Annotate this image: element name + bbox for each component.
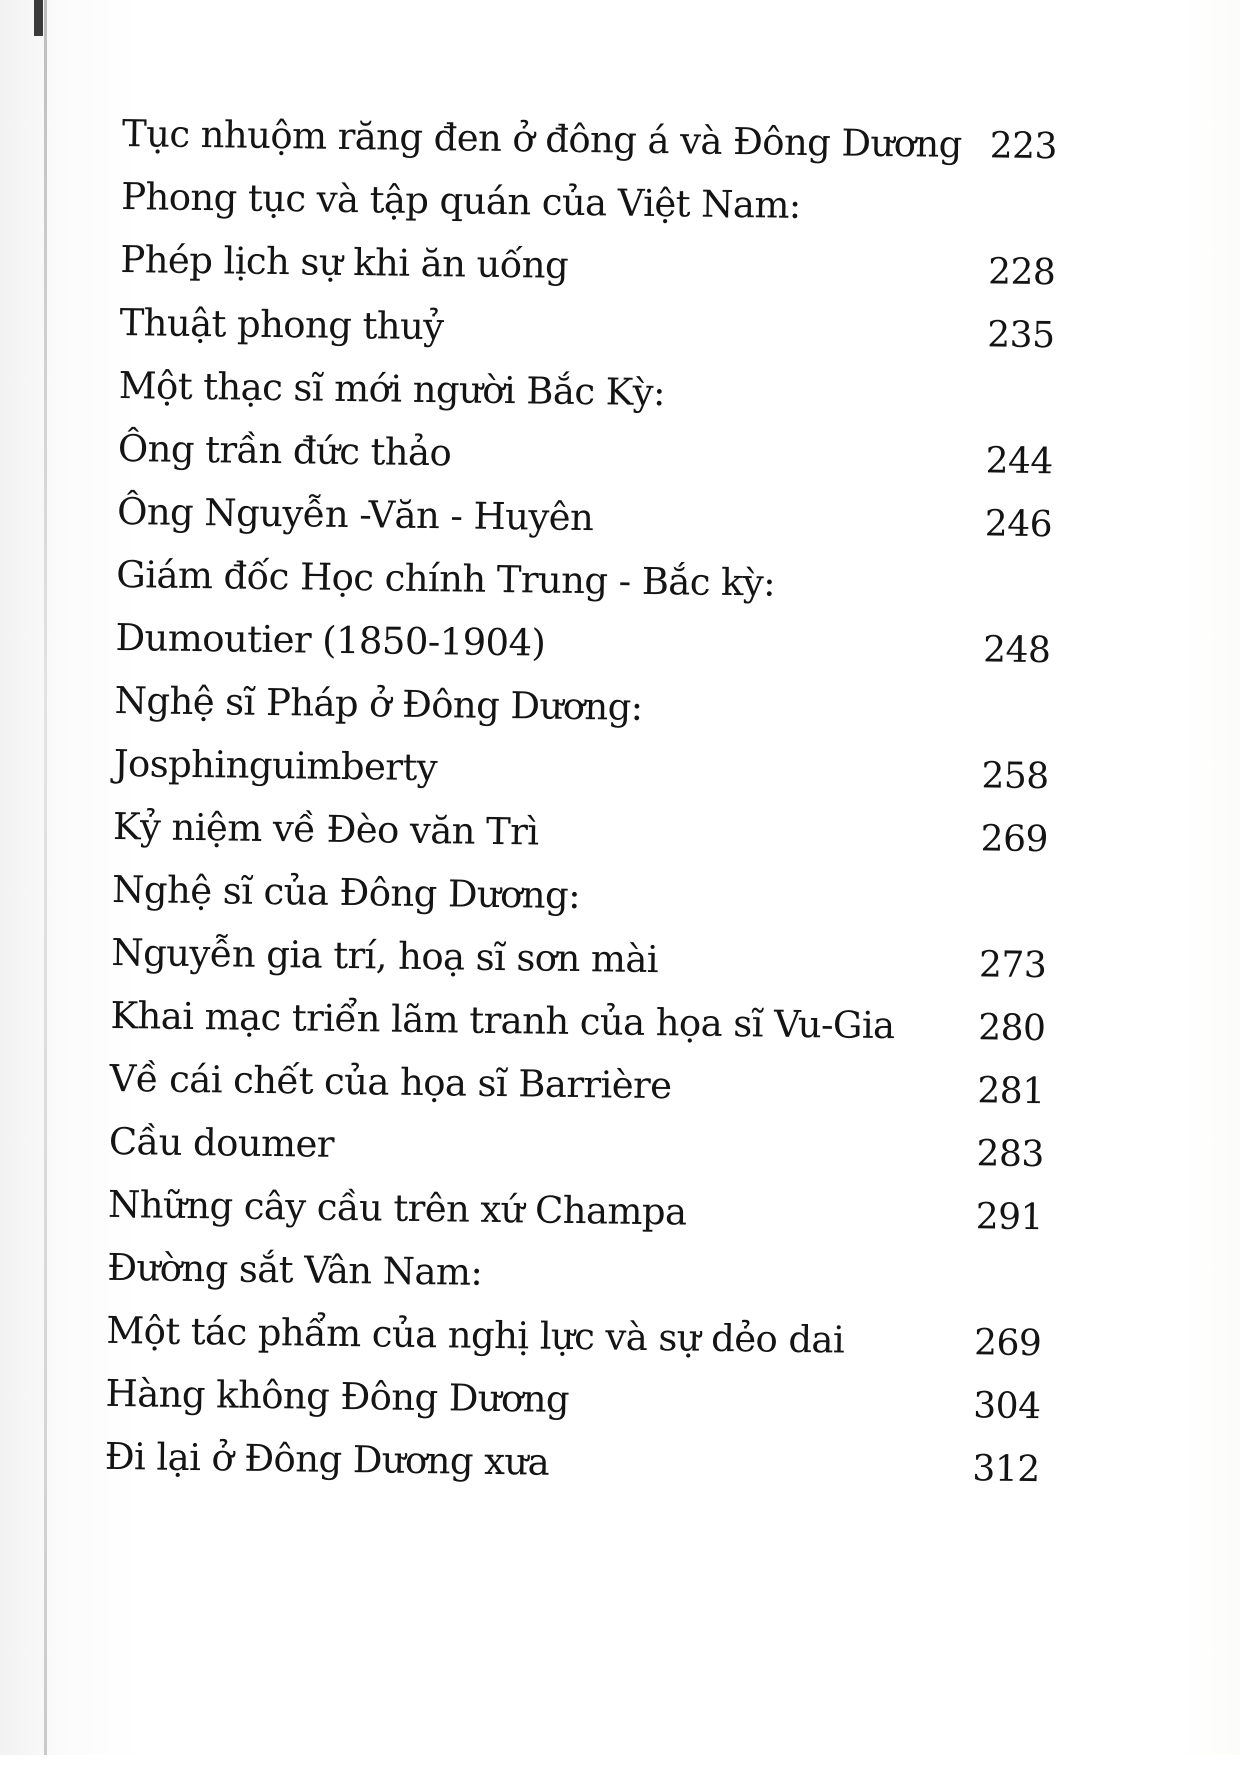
toc-entry-page: 223 (989, 125, 1058, 168)
toc-section-heading: Đường sắt Vân Nam: (106, 1245, 483, 1294)
toc-entry (113, 805, 1049, 873)
toc-entry-title: Một tác phẩm của nghị lực và sự dẻo dai (106, 1308, 845, 1362)
toc-entry-page: 281 (977, 1070, 1045, 1113)
toc-entry-title: Thuật phong thuỷ (119, 301, 444, 349)
toc-entry-page: 304 (973, 1385, 1041, 1428)
toc-entry (116, 553, 1052, 621)
toc-entry (119, 301, 1055, 369)
toc-entry (109, 1057, 1045, 1125)
toc-entry (107, 1246, 1043, 1314)
toc-entry-page: 248 (982, 629, 1051, 672)
toc-entry (110, 994, 1046, 1062)
toc-entry-page: 291 (975, 1196, 1044, 1239)
toc-entry-page: 280 (977, 1007, 1046, 1050)
toc-section-heading: Một thạc sĩ mới người Bắc Kỳ: (118, 364, 666, 415)
toc-entry (106, 1309, 1042, 1377)
toc-entry-title: Ông trần đức thảo (117, 427, 452, 475)
toc-entry-page: 235 (987, 314, 1055, 357)
toc-entry-title: Nguyễn gia trí, hoạ sĩ sơn mài (111, 930, 659, 982)
toc-entry-title: Josphinguimberty (113, 741, 438, 790)
toc-entry-page: 269 (973, 1322, 1042, 1365)
toc-entry (115, 616, 1051, 684)
toc-entry (111, 931, 1047, 999)
toc-section-heading: Nghệ sĩ của Đông Dương: (111, 867, 581, 918)
toc-entry-page: 246 (984, 503, 1053, 546)
toc-entry-title: Đi lại ở Đông Dương xưa (104, 1434, 550, 1484)
toc-entry-title: Hàng không Đông Dương (105, 1371, 570, 1421)
toc-entry (121, 175, 1057, 243)
toc-entry-title: Khai mạc triển lãm tranh của họa sĩ Vu-Gia (110, 993, 895, 1048)
toc-entry-title: Kỷ niệm về Đèo văn Trì (112, 804, 539, 854)
toc-entry-page: 258 (981, 755, 1050, 798)
toc-entry (113, 742, 1049, 810)
toc-entry-title: Phép lịch sự khi ăn uống (120, 238, 569, 287)
toc-entry-title: Về cái chết của họa sĩ Barrière (109, 1056, 672, 1108)
toc-entry (118, 427, 1054, 495)
toc-entry (108, 1183, 1044, 1251)
toc-entry (118, 364, 1054, 432)
toc-section-heading: Giám đốc Học chính Trung - Bắc kỳ: (116, 552, 776, 605)
toc-entry-title: Những cây cầu trên xứ Champa (107, 1182, 687, 1234)
toc-entry-page: 228 (987, 251, 1056, 294)
toc-entry-page (959, 724, 1049, 725)
toc-section-heading: Nghệ sĩ Pháp ở Đông Dương: (114, 678, 643, 729)
toc-entry-page: 244 (985, 440, 1054, 483)
toc-entry-page (957, 913, 1047, 914)
toc-entry-page: 283 (976, 1133, 1045, 1176)
toc-entry-page: 312 (972, 1448, 1040, 1491)
toc-entry-title: Tục nhuộm răng đen ở đông á và Đông Dương (121, 112, 963, 167)
toc-entry-page (964, 409, 1054, 410)
toc-entry-page (961, 598, 1051, 599)
toc-entry (108, 1120, 1044, 1188)
toc-entry-page (966, 220, 1056, 221)
toc-entry (114, 679, 1050, 747)
toc-entry (122, 112, 1058, 180)
toc-entry (117, 490, 1053, 558)
toc-entry (120, 238, 1056, 306)
toc-entry-page: 269 (980, 818, 1049, 861)
toc-section-heading: Phong tục và tập quán của Việt Nam: (120, 175, 801, 227)
toc-entry-title: Ông Nguyễn -Văn - Huyên (116, 489, 594, 540)
toc-entry (112, 868, 1048, 936)
toc-entry-title: Dumoutier (1850-1904) (115, 615, 546, 665)
toc-entry-page: 273 (978, 944, 1047, 987)
toc-entry (104, 1435, 1040, 1503)
toc-entry-title: Cầu doumer (108, 1119, 335, 1166)
toc-entry-page (952, 1291, 1042, 1292)
toc-entry (105, 1372, 1041, 1440)
